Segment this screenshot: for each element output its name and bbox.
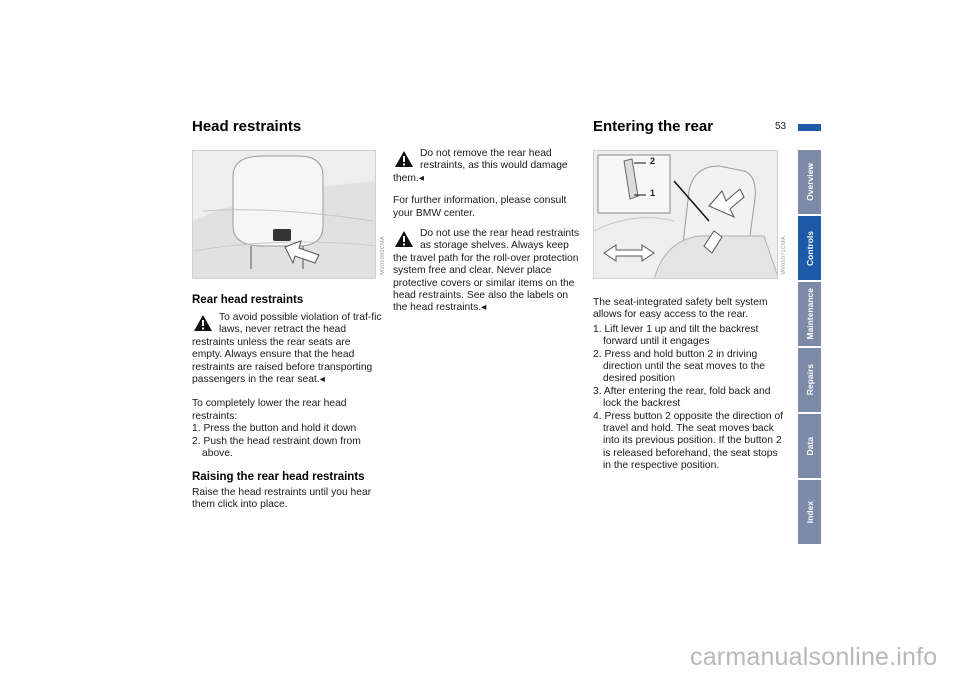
list-item: 2. Press and hold button 2 in driving direction until the seat moves to the desired position xyxy=(593,348,765,385)
watermark-text: carmanualsonline.info xyxy=(690,643,938,671)
tab-controls[interactable] xyxy=(798,216,821,280)
entering-steps-list xyxy=(593,324,785,473)
info-text: For further information, please consult your BMW center. xyxy=(393,195,567,219)
callout-label-2: 2 xyxy=(650,156,656,166)
tab-label: Overview xyxy=(804,163,815,201)
list-item: 2. Push the head restraint down from above. xyxy=(192,435,361,460)
seat-illustration xyxy=(594,151,778,279)
list-item: 1. Press the button and hold it down xyxy=(192,423,357,435)
raising-heading: Raising the rear head restraints xyxy=(192,471,365,483)
image-code: MV05080CMA xyxy=(380,236,386,275)
list-item: 4. Press button 2 opposite the direction of travel and hold. The seat moves back into its previous position. If the button 2 is released beforehand, the seat stops in the respective position. xyxy=(593,410,784,472)
head-restraint-illustration xyxy=(193,151,376,279)
warning-icon xyxy=(394,230,414,248)
warning-paragraph xyxy=(393,148,585,185)
tab-index[interactable] xyxy=(798,480,821,544)
warning-text: Do not remove the rear head restraints, as this would damage them.◂ xyxy=(393,148,568,184)
raising-text: Raise the head restraints until you hear them click into place. xyxy=(192,487,372,511)
head-restraint-photo xyxy=(192,150,376,279)
page-title-head-restraints: Head restraints xyxy=(192,118,302,135)
lower-steps-list xyxy=(192,423,382,460)
callout-label-1: 1 xyxy=(650,188,656,198)
tab-label: Repairs xyxy=(804,364,815,396)
middle-column-body xyxy=(393,148,585,315)
page-number: 53 xyxy=(775,121,787,132)
tab-maintenance[interactable] xyxy=(798,282,821,346)
lower-intro-text: To completely lower the rear head restraints: xyxy=(192,398,347,422)
list-item: 1. Lift lever 1 up and tilt the backrest forward until it engages xyxy=(593,323,759,348)
tab-overview[interactable] xyxy=(798,150,821,214)
tab-label: Data xyxy=(804,436,815,456)
page-accent-bar xyxy=(798,124,821,131)
tab-label: Controls xyxy=(804,230,815,266)
rear-head-restraints-heading: Rear head restraints xyxy=(192,294,304,306)
entering-rear-body xyxy=(593,297,785,473)
rear-head-restraints-body xyxy=(192,312,382,460)
page-title-entering-rear: Entering the rear xyxy=(593,118,714,135)
image-code: MV05071CMA xyxy=(781,236,787,275)
warning-paragraph xyxy=(192,312,382,386)
warning-text: To avoid possible violation of traf-fic laws, never retract the head restraints unless the rear seats are empty. Always ensure that the head restraints are raised before transporting passengers in the rear seat.◂ xyxy=(192,312,382,386)
tab-label: Index xyxy=(804,500,815,524)
tab-repairs[interactable] xyxy=(798,348,821,412)
tab-data[interactable] xyxy=(798,414,821,478)
entering-rear-photo xyxy=(593,150,778,279)
warning-icon xyxy=(394,150,414,168)
warning-icon xyxy=(193,314,213,332)
entering-intro-text: The seat-integrated safety belt system allows for easy access to the rear. xyxy=(593,297,768,321)
warning-text: Do not use the rear head restraints as storage shelves. Always keep the travel path for the roll-over protection system free and clear. Never place protective covers or similar items on the head restraints. See also the labels on the head restraints.◂ xyxy=(393,228,580,314)
list-item: 3. After entering the rear, fold back and lock the backrest xyxy=(593,385,771,410)
warning-paragraph xyxy=(393,228,585,315)
tab-label: Maintenance xyxy=(804,288,815,340)
